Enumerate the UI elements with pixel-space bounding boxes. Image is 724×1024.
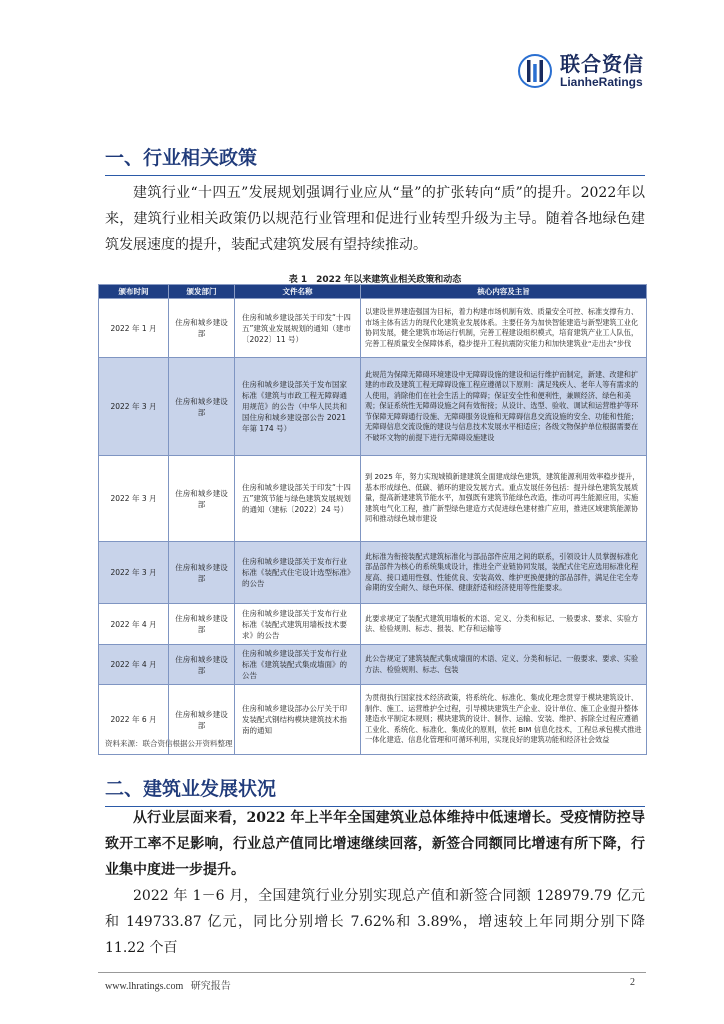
table-source-note: 资料来源：联合资信根据公开资料整理 [105,739,233,748]
cell-name: 住房和城乡建设部关于发布行业标准《装配式住宅设计选型标准》的公告 [235,542,361,604]
table-row [99,542,647,604]
header-dept: 颁发部门 [169,285,235,299]
cell-dept: 住房和城乡建设部 [169,542,235,604]
logo-name-cn: 联合资信 [560,52,644,76]
cell-content: 为贯彻执行国家技术经济政策，将系统化、标准化、集成化理念贯穿于模块建筑设计、制作、施工、运营维护全过程，引导模块建筑生产企业、设计单位、施工企业提升整体建造水平制定本规则；模块建筑的设计、制作、运输、安装、维护、拆除全过程应遵循工业化、系统化、标准化、集成化的原则，依托 BIM 信息化技术，工程总承包模式推进一体化建造、信息化管理和可循环利用，实现良好的建筑功能和经济社会效益 [361,685,647,755]
table-row [99,299,647,358]
cell-time: 2022 年 6 月 [99,685,169,755]
cell-name: 住房和城乡建设部关于发布国家标准《建筑与市政工程无障碍通用规范》的公告（中华人民共和国住房和城乡建设部公告 2021 年第 174 号） [235,358,361,456]
section-2-title: 二、建筑业发展状况 [105,774,645,807]
table-row [99,456,647,542]
cell-time: 2022 年 3 月 [99,542,169,604]
lianhe-logo-icon [518,52,552,90]
cell-dept: 住房和城乡建设部 [169,685,235,755]
table-title: 表 1 2022 年以来建筑业相关政策和动态 [288,275,462,285]
cell-content: 此要求规定了装配式建筑用墙板的术语、定义、分类和标记、一般要求、要求、实验方法、检验规则、标志、报装、贮存和运输等 [361,604,647,645]
cell-time: 2022 年 4 月 [99,604,169,645]
cell-content: 此标准为衔接装配式建筑标准化与部品部件应用之间的联系，引领设计人员掌握标准化部品部件为核心的系统集成设计，推进全产业链协同发展，装配式住宅应选用标准化程度高、接口通用性强、性能优良、安装高效、维护更换便捷的部品部件，满足住宅全寿命期的安全耐久、绿色环保、健康舒适和经济使用等性能要求。 [361,542,647,604]
cell-name: 住房和城乡建设部办公厅关于印发装配式钢结构模块建筑技术指南的通知 [235,685,361,755]
section-1-title: 一、行业相关政策 [105,143,645,176]
footer-report-type: 研究报告 [190,981,231,992]
cell-name: 住房和城乡建设部关于发布行业标准《建筑装配式集成墙面》的公告 [235,645,361,685]
cell-dept: 住房和城乡建设部 [169,456,235,542]
cell-dept: 住房和城乡建设部 [169,645,235,685]
cell-time: 2022 年 3 月 [99,456,169,542]
logo-name-en: LianheRatings [560,75,643,89]
section-2-paragraph: 2022 年 1－6 月，全国建筑行业分别实现总产值和新签合同额 128979.79 亿元和 149733.87 亿元，同比分别增长 7.62%和 3.89%，增速较上年同期分别下降 11.22 个百 [105,888,645,956]
cell-dept: 住房和城乡建设部 [169,604,235,645]
table-row [99,645,647,685]
header-time: 颁布时间 [99,285,169,299]
footer-website: www.lhratings.com [105,981,184,992]
policy-table [98,284,647,755]
page-number: 2 [630,977,635,988]
table-row [99,358,647,456]
cell-dept: 住房和城乡建设部 [169,358,235,456]
footer-left [105,977,231,992]
cell-name: 住房和城乡建设部关于发布行业标准《装配式建筑用墙板技术要求》的公告 [235,604,361,645]
header-name: 文件名称 [235,285,361,299]
cell-time: 2022 年 4 月 [99,645,169,685]
table-row [99,604,647,645]
cell-name: 住房和城乡建设部关于印发“十四五”建筑节能与绿色建筑发展规划的通知（建标〔2022〕24 号） [235,456,361,542]
cell-content: 此规范为保障无障碍环境建设中无障碍设施的建设和运行维护而制定，新建、改建和扩建的市政及建筑工程无障碍设施工程应遵循以下原则：满足残疾人、老年人等有需求的人使用，消除他们在社会生活上的障碍；保证安全性和便利性，兼顾经济、绿色和美观；保证系统性无障碍设施之间有效衔接；从设计、选型、验收、调试和运营维护等环节保障无障碍通行设施、无障碍服务设施和无障碍信息交流设施的安全、功能和性能；无障碍信息交流设施的建设与信息技术发展水平相适应；各级文物保护单位根据需要在不破坏文物的前提下进行无障碍设施建设 [361,358,647,456]
header-content: 核心内容及主旨 [361,285,647,299]
cell-content: 以建设世界建造强国为目标，着力构建市场机制有效、质量安全可控、标准支撑有力、市场主体有活力的现代化建筑业发展体系。主要任务为加快智能建造与新型建筑工业化协同发展，健全建筑市场运行机制，完善工程建设组织模式，培育建筑产业工人队伍，完善工程质量安全保障体系，稳步提升工程抗震防灾能力和加快建筑业“走出去”步伐 [361,299,647,358]
cell-time: 2022 年 3 月 [99,358,169,456]
section-1-paragraph: 建筑行业“十四五”发展规划强调行业应从“量”的扩张转向“质”的提升。2022年以来，建筑行业相关政策仍以规范行业管理和促进行业转型升级为主导。随着各地绿色建筑发展速度的提升，装配式建筑发展有望持续推动。 [105,185,645,253]
cell-dept: 住房和城乡建设部 [169,299,235,358]
cell-time: 2022 年 1 月 [99,299,169,358]
table-header-row [99,285,647,299]
cell-name: 住房和城乡建设部关于印发“十四五”建筑业发展规划的通知（建市〔2022〕11 号） [235,299,361,358]
company-logo [518,52,644,90]
section-2-bold-paragraph: 从行业层面来看，2022 年上半年全国建筑业总体维持中低速增长。受疫情防控导致开工率不足影响，行业总产值同比增速继续回落，新签合同额同比增速有所下降，行业集中度进一步提升。 [105,810,645,878]
footer-divider [98,972,646,973]
cell-content: 到 2025 年，努力实现城镇新建建筑全面建成绿色建筑，建筑能源利用效率稳步提升，基本形成绿色、低碳、循环的建设发展方式。重点发展任务包括：提升绿色建筑发展质量，提高新建建筑节能水平，加强既有建筑节能绿色改造，推动可再生能源应用，实施建筑电气化工程，推广新型绿色建造方式促进绿色建材推广应用，推进区域建筑能源协同和推动绿色城市建设 [361,456,647,542]
cell-content: 此公告规定了建筑装配式集成墙面的术语、定义、分类和标记、一般要求、要求、实验方法、检验规则、标志、包装 [361,645,647,685]
